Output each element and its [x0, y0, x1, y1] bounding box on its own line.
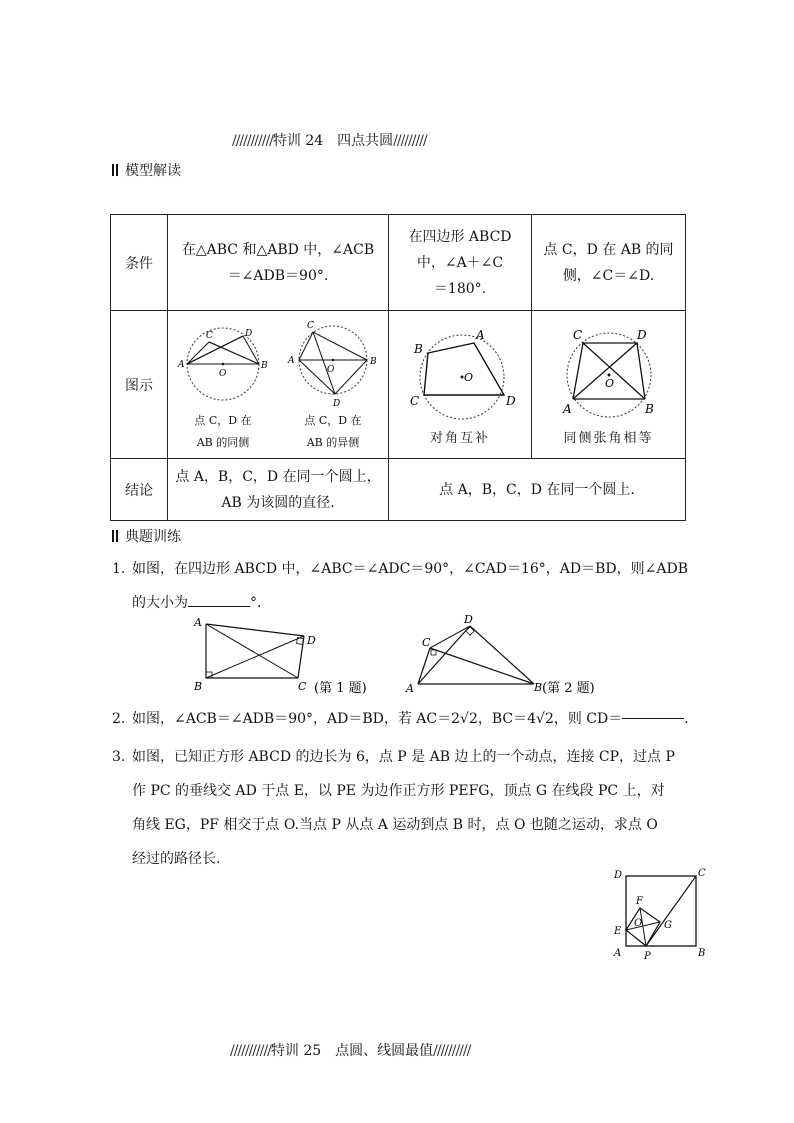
- row-label-condition: 条件: [111, 215, 168, 311]
- condition-2-line1: 在四边形 ABCD: [408, 228, 512, 245]
- label-A: A: [288, 355, 295, 366]
- label-C: C: [572, 328, 582, 342]
- label-O: O: [327, 364, 335, 375]
- label-B: B: [414, 342, 423, 356]
- circle-diagram-diff-side: [283, 316, 383, 406]
- row-label-figure: 图示: [111, 311, 168, 459]
- figure-q2: [400, 612, 610, 696]
- section-title-25-text: 特训 25 点圆、线圆最值: [270, 1043, 434, 1059]
- label-D: D: [614, 870, 623, 881]
- caption-supplementary: 对角互补: [429, 431, 490, 446]
- label-D: D: [636, 328, 647, 342]
- label-P: P: [644, 951, 651, 962]
- question-1-number: 1.: [112, 561, 126, 577]
- cyclic-quadrilateral-diagram: [400, 323, 520, 423]
- condition-1-line2: ＝∠ADB＝90°.: [227, 267, 329, 284]
- caption-same-side-1: 点 C，D 在: [194, 413, 252, 427]
- label-B: B: [698, 948, 706, 959]
- section-title-25: [230, 1040, 470, 1060]
- title-decoration-right: //////////: [433, 1043, 471, 1059]
- question-1-line1: 如图，在四边形 ABCD 中，∠ABC＝∠ADC＝90°，∠CAD＝16°，AD＝BD，则∠ADB: [132, 561, 688, 577]
- label-A: A: [562, 402, 572, 416]
- condition-cell-1: [168, 215, 389, 311]
- caption-diff-side-2: AB 的异侧: [306, 435, 360, 449]
- question-3-line1: 如图，已知正方形 ABCD 的边长为 6，点 P 是 AB 边上的一个动点，连接 CP，过点 P: [132, 749, 675, 765]
- question-2-number: 2.: [112, 711, 126, 727]
- title-decoration-left: ///////////: [232, 133, 273, 149]
- label-B: B: [261, 360, 268, 371]
- row-label-conclusion: 结论: [111, 459, 168, 521]
- condition-1-line1: 在△ABC 和△ABD 中，∠ACB: [181, 241, 375, 258]
- title-decoration-right: /////////: [393, 133, 427, 149]
- title-decoration-left: ///////////: [230, 1043, 271, 1059]
- label-A: A: [476, 328, 485, 342]
- label-C: C: [410, 394, 420, 408]
- condition-3-line1: 点 C，D 在 AB 的同: [543, 241, 674, 258]
- conclusion-cell-1: [168, 459, 389, 521]
- caption-equal-angles: 同侧张角相等: [563, 431, 654, 446]
- figure-1-caption: (第 1 题): [314, 681, 367, 696]
- question-3-line3: 角线 EG，PF 相交于点 O.当点 P 从点 A 运动到点 B 时，点 O 也随之运动，求点 O: [132, 817, 658, 833]
- question-2-text: 如图，∠ACB＝∠ADB＝90°，AD＝BD，若 AC＝2√2，BC＝4√2，则 CD＝: [132, 711, 623, 727]
- heading-model: [112, 160, 181, 180]
- label-F: F: [636, 896, 643, 907]
- section-marker-icon: [112, 530, 119, 542]
- conclusion-1-line1: 点 A，B，C，D 在同一个圆上，: [175, 468, 381, 485]
- question-1: [112, 552, 712, 620]
- section-title-24: [232, 130, 427, 150]
- label-A: A: [194, 616, 202, 629]
- condition-cell-3: [532, 215, 686, 311]
- caption-same-side-2: AB 的同侧: [196, 435, 250, 449]
- figure-same-side: [173, 316, 273, 454]
- label-B: B: [644, 402, 654, 416]
- label-E: E: [614, 926, 622, 937]
- figure-cell-2: [389, 311, 532, 459]
- question-1-prefix: 的大小为: [132, 595, 188, 611]
- table-row-condition: [111, 215, 686, 311]
- condition-cell-2: [389, 215, 532, 311]
- question-3-line2: 作 PC 的垂线交 AD 于点 E，以 PE 为边作正方形 PEFG，顶点 G 在线段 PC 上，对: [132, 783, 665, 799]
- conclusion-cell-2: [389, 459, 686, 521]
- heading-practice-text: 典题训练: [125, 529, 181, 545]
- question-3: [112, 740, 712, 876]
- figure-cell-1: [168, 311, 389, 459]
- figure-q3: [606, 862, 716, 966]
- section-marker-icon: [112, 164, 119, 176]
- label-O: O: [219, 368, 227, 379]
- label-D: D: [333, 398, 341, 406]
- equal-angles-diagram: [549, 323, 669, 423]
- table-row-figure: [111, 311, 686, 459]
- question-3-line4: 经过的路径长.: [132, 851, 221, 867]
- label-C: C: [307, 320, 314, 331]
- circle-diagram-same-side: [173, 316, 273, 406]
- section-title-24-text: 特训 24 四点共圆: [272, 133, 394, 149]
- label-D: D: [245, 328, 253, 339]
- label-B: B: [370, 356, 377, 367]
- figure-q1: [190, 612, 390, 696]
- label-C: C: [422, 636, 431, 649]
- conclusion-2: 点 A，B，C，D 在同一个圆上.: [439, 481, 635, 498]
- figure-diff-side: [283, 316, 383, 454]
- label-A: A: [406, 682, 414, 695]
- label-C: C: [698, 868, 706, 879]
- label-G: G: [664, 920, 672, 931]
- label-C: C: [206, 330, 213, 341]
- label-A: A: [614, 948, 622, 959]
- label-O: O: [464, 371, 474, 384]
- label-O: O: [604, 377, 614, 390]
- conclusion-1-line2: AB 为该圆的直径.: [221, 494, 335, 511]
- condition-2-line3: ＝180°.: [433, 280, 487, 297]
- question-3-number: 3.: [112, 749, 126, 765]
- caption-diff-side-1: 点 C，D 在: [304, 413, 362, 427]
- condition-3-line2: 侧，∠C＝∠D.: [562, 267, 655, 284]
- label-D: D: [464, 613, 473, 626]
- label-B: B: [534, 681, 543, 694]
- model-table: [110, 214, 686, 521]
- question-2: [112, 702, 712, 736]
- figure-2-caption: (第 2 题): [542, 681, 595, 696]
- heading-model-text: 模型解读: [125, 163, 181, 179]
- label-D: D: [307, 634, 316, 647]
- question-2-suffix: .: [684, 711, 689, 727]
- label-B: B: [194, 680, 203, 693]
- question-1-suffix: °.: [250, 595, 262, 611]
- answer-blank-2[interactable]: [622, 702, 684, 719]
- table-row-conclusion: [111, 459, 686, 521]
- figure-cell-3: [532, 311, 686, 459]
- heading-practice: [112, 526, 181, 546]
- label-A: A: [178, 359, 185, 370]
- answer-blank-1[interactable]: [188, 590, 250, 607]
- label-O: O: [634, 918, 643, 929]
- condition-2-line2: 中，∠A＋∠C: [416, 254, 504, 271]
- label-C: C: [298, 680, 307, 693]
- label-D: D: [506, 394, 516, 408]
